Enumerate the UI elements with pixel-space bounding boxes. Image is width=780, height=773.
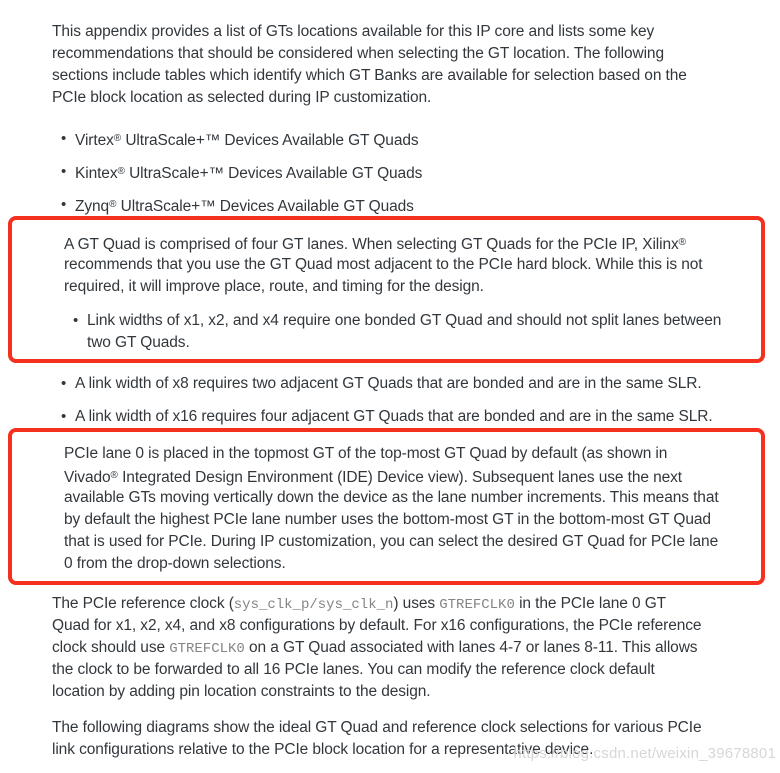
text-run: UltraScale+™ Devices Available GT Quads bbox=[116, 198, 414, 215]
text-line: by default the highest PCIe lane number uses the bottom-most GT in the bottom-most GT Quad bbox=[64, 511, 711, 528]
text-line: recommendations that should be considered when selecting the GT location. The following bbox=[52, 45, 664, 62]
text-line: link configurations relative to the PCIe block location for a representative device. bbox=[52, 741, 594, 758]
text-line bbox=[52, 637, 780, 659]
text-run: The PCIe reference clock ( bbox=[52, 595, 234, 612]
text-run: in the PCIe lane 0 GT bbox=[514, 595, 667, 612]
intro-paragraph bbox=[0, 21, 780, 109]
text-line bbox=[64, 232, 761, 254]
text-run: Virtex bbox=[75, 132, 114, 149]
annotation-box-pcie-lane0 bbox=[8, 428, 765, 585]
text-run: ) uses bbox=[393, 595, 440, 612]
text-run: A GT Quad is comprised of four GT lanes. When selecting GT Quads for the PCIe IP, Xilinx bbox=[64, 236, 679, 253]
text-line: Quad for x1, x2, x4, and x8 configurations by default. For x16 configurations, the PCIe reference bbox=[52, 617, 702, 634]
text-line: that is used for PCIe. During IP customization, you can select the desired GT Quad for PCIe lane bbox=[64, 533, 719, 550]
refclk-paragraph bbox=[0, 593, 780, 703]
list-item-link-width-x8: • A link width of x8 requires two adjacent GT Quads that are bonded and are in the same SLR. bbox=[75, 373, 780, 395]
text-line: This appendix provides a list of GTs locations available for this IP core and lists some key bbox=[52, 23, 655, 40]
registered-mark: ® bbox=[113, 133, 122, 144]
link-width-list bbox=[0, 373, 780, 428]
list-item-virtex bbox=[75, 128, 780, 150]
text-run: on a GT Quad associated with lanes 4-7 or lanes 8-11. This allows bbox=[244, 639, 698, 656]
text-run: Vivado bbox=[64, 469, 111, 486]
text-line: The following diagrams show the ideal GT Quad and reference clock selections for various PCIe bbox=[52, 719, 702, 736]
text-line: location by adding pin location constraints to the design. bbox=[52, 683, 431, 700]
list-item-kintex bbox=[75, 161, 780, 183]
list-item-link-width-x1-x2-x4: • Link widths of x1, x2, and x4 require one bonded GT Quad and should not split lanes between bbox=[87, 310, 761, 332]
text-line: recommends that you use the GT Quad most adjacent to the PCIe hard block. While this is not bbox=[64, 256, 703, 273]
registered-mark: ® bbox=[109, 199, 117, 210]
text-run: UltraScale+™ Devices Available GT Quads bbox=[124, 165, 423, 182]
inline-code: GTREFCLK0 bbox=[439, 597, 515, 613]
text-run: Zynq bbox=[75, 198, 110, 215]
text-line: the clock to be forwarded to all 16 PCIe lanes. You can modify the reference clock default bbox=[52, 661, 655, 678]
annotation-box-gt-quad bbox=[8, 216, 765, 363]
text-line: available GTs moving vertically down the device as the lane number increments. This means that bbox=[64, 489, 719, 506]
list-item-zynq bbox=[75, 194, 780, 216]
inline-code: GTREFCLK0 bbox=[169, 641, 245, 657]
list-item-link-width-x16: • A link width of x16 requires four adjacent GT Quads that are bonded and are in the same SLR. bbox=[75, 406, 780, 428]
csdn-watermark: https://blog.csdn.net/weixin_39678801 bbox=[513, 745, 776, 762]
registered-mark: ® bbox=[678, 237, 687, 248]
text-run: Integrated Design Environment (IDE) Device view). Subsequent lanes use the next bbox=[117, 469, 682, 486]
text-run: Kintex bbox=[75, 165, 118, 182]
text-line: required, it will improve place, route, and timing for the design. bbox=[64, 278, 484, 295]
device-quad-list bbox=[0, 128, 780, 216]
registered-mark: ® bbox=[117, 166, 125, 177]
text-line: 0 from the drop-down selections. bbox=[64, 555, 286, 572]
registered-mark: ® bbox=[110, 470, 118, 481]
text-run: UltraScale+™ Devices Available GT Quads bbox=[121, 132, 419, 149]
text-line: PCIe block location as selected during IP customization. bbox=[52, 89, 432, 106]
gt-quad-paragraph bbox=[52, 232, 761, 298]
text-line: sections include tables which identify which GT Banks are available for selection based on the bbox=[52, 67, 687, 84]
text-line: PCIe lane 0 is placed in the topmost GT of the top-most GT Quad by default (as shown in bbox=[64, 445, 668, 462]
text-line: two GT Quads. bbox=[87, 334, 190, 351]
inline-code: sys_clk_p/sys_clk_n bbox=[233, 597, 394, 613]
text-line bbox=[52, 593, 780, 615]
text-run: clock should use bbox=[52, 639, 170, 656]
text-line bbox=[64, 465, 761, 487]
